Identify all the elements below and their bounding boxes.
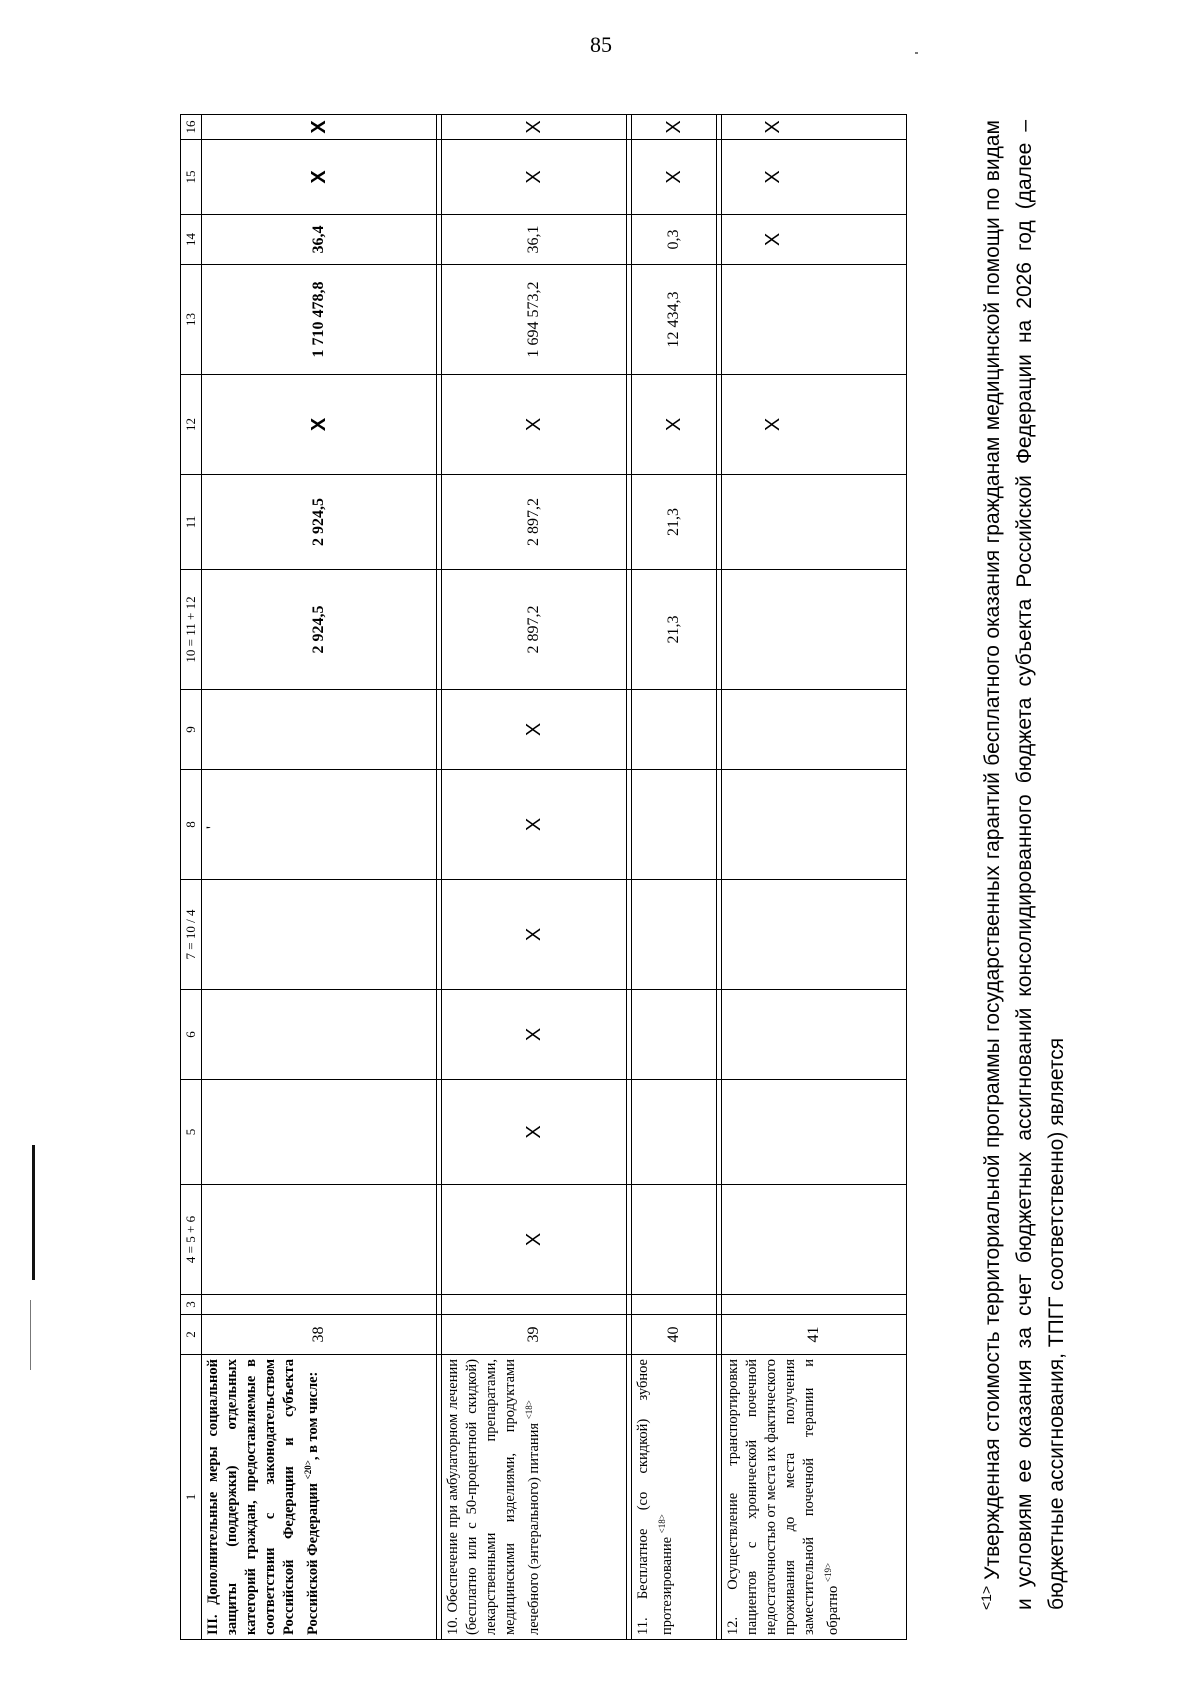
cell — [722, 690, 907, 770]
col-header: 1 — [181, 1355, 202, 1640]
cell: X — [632, 115, 717, 140]
line-number: 39 — [442, 1315, 627, 1355]
table-row — [722, 115, 907, 1640]
cell: 36,4 — [202, 215, 437, 265]
cell: ' — [202, 770, 437, 880]
cell: X — [632, 140, 717, 215]
cell: X — [442, 375, 627, 475]
cell: 2 924,5 — [202, 475, 437, 570]
scan-artifact-line-faint — [30, 1300, 31, 1370]
col-header: 11 — [181, 475, 202, 570]
cell — [632, 880, 717, 990]
cell — [202, 1080, 437, 1185]
cell — [442, 1295, 627, 1315]
cell: 1 694 573,2 — [442, 265, 627, 375]
cell: X — [442, 990, 627, 1080]
cell: 1 710 478,8 — [202, 265, 437, 375]
cell — [202, 690, 437, 770]
table-row — [632, 115, 717, 1640]
scan-artifact-line — [32, 1145, 35, 1280]
cell — [632, 990, 717, 1080]
cell — [632, 1185, 717, 1295]
cell: X — [442, 140, 627, 215]
scan-artifact-dot — [915, 52, 918, 54]
cell: 0,3 — [632, 215, 717, 265]
cell: X — [442, 770, 627, 880]
cell — [722, 265, 907, 375]
cell — [722, 475, 907, 570]
col-header: 14 — [181, 215, 202, 265]
row-name: III. Дополнительные меры социальной защиты (поддержки) отдельных категорий граждан, предоставляемые в соответствии с законодательством Российской Федерации и субъекта Российской Федерации — [205, 1359, 321, 1635]
cell — [722, 990, 907, 1080]
cell — [202, 1295, 437, 1315]
cell — [722, 770, 907, 880]
cell: X — [202, 140, 437, 215]
col-header: 6 — [181, 990, 202, 1080]
footnote-ref: <18> — [657, 1514, 667, 1534]
col-header: 9 — [181, 690, 202, 770]
cell — [202, 880, 437, 990]
cell — [202, 990, 437, 1080]
cell: X — [442, 115, 627, 140]
col-header: 16 — [181, 115, 202, 140]
cell: 2 897,2 — [442, 570, 627, 690]
col-header: 7 = 10 / 4 — [181, 880, 202, 990]
col-header: 12 — [181, 375, 202, 475]
cell: 21,3 — [632, 475, 717, 570]
footnote — [970, 120, 1073, 1610]
line-number: 41 — [722, 1315, 907, 1355]
cell: X — [722, 215, 907, 265]
table-row — [202, 115, 437, 1640]
cell — [722, 1295, 907, 1315]
cell: X — [632, 375, 717, 475]
header-row — [181, 115, 202, 1640]
cell: X — [722, 140, 907, 215]
row-name-cell — [722, 1355, 907, 1640]
line-number: 40 — [632, 1315, 717, 1355]
cell: X — [722, 115, 907, 140]
cell — [202, 1185, 437, 1295]
cell — [632, 690, 717, 770]
cell: X — [202, 375, 437, 475]
cell — [722, 880, 907, 990]
row-name: 10. Обеспечение при амбулаторном лечении (бесплатно или с 50-процентной скидкой) лекарственными препаратами, медицинскими изделиями, продуктами лечебного (энтерального) питания — [445, 1359, 542, 1635]
cell — [722, 1080, 907, 1185]
col-header: 8 — [181, 770, 202, 880]
rotated-landscape-page — [180, 100, 1200, 1640]
footnote-marker: <1> — [978, 1585, 994, 1610]
col-header: 2 — [181, 1315, 202, 1355]
cell: 2 897,2 — [442, 475, 627, 570]
footnote-ref: <20> — [303, 1460, 313, 1480]
row-name-cell — [442, 1355, 627, 1640]
col-header: 4 = 5 + 6 — [181, 1185, 202, 1295]
row-name-cell — [632, 1355, 717, 1640]
col-header: 3 — [181, 1295, 202, 1315]
cell: 2 924,5 — [202, 570, 437, 690]
row-name: 11. Бесплатное (со скидкой) зубное протезирование — [635, 1359, 675, 1635]
cell: X — [442, 690, 627, 770]
cell: X — [722, 375, 907, 475]
row-name: 12. Осуществление транспортировки пациентов с хронической почечной недостаточностью от места их фактического проживания до места получения заместительной почечной терапии и обратно — [725, 1359, 841, 1635]
row-name-tail: , в том числе: — [304, 1371, 321, 1461]
cell: X — [442, 1080, 627, 1185]
cell: X — [442, 1185, 627, 1295]
line-number: 38 — [202, 1315, 437, 1355]
table-row — [442, 115, 627, 1640]
footnote-text: Утвержденная стоимость территориальной программы государственных гарантий бесплатного оказания гражданам медицинской помощи по видам и условиям ее оказания за счет бюджетных ассигнований консолидированного бюджета субъекта Российской Федерации на 2026 год (далее – бюджетные ассигнования, ТПГГ соответственно) является — [981, 120, 1068, 1610]
page-number: 85 — [590, 32, 612, 57]
cell — [722, 1185, 907, 1295]
col-header: 13 — [181, 265, 202, 375]
col-header: 5 — [181, 1080, 202, 1185]
cell — [722, 570, 907, 690]
cell: 12 434,3 — [632, 265, 717, 375]
cost-table — [180, 114, 907, 1640]
cell — [632, 1295, 717, 1315]
footnote-ref: <19> — [823, 1562, 833, 1583]
footnote-ref: <18> — [524, 1400, 534, 1420]
cell: 21,3 — [632, 570, 717, 690]
cell — [632, 770, 717, 880]
row-name-cell — [202, 1355, 437, 1640]
cell: X — [442, 880, 627, 990]
cell: 36,1 — [442, 215, 627, 265]
col-header: 10 = 11 + 12 — [181, 570, 202, 690]
col-header: 15 — [181, 140, 202, 215]
cell — [632, 1080, 717, 1185]
cell: X — [202, 115, 437, 140]
